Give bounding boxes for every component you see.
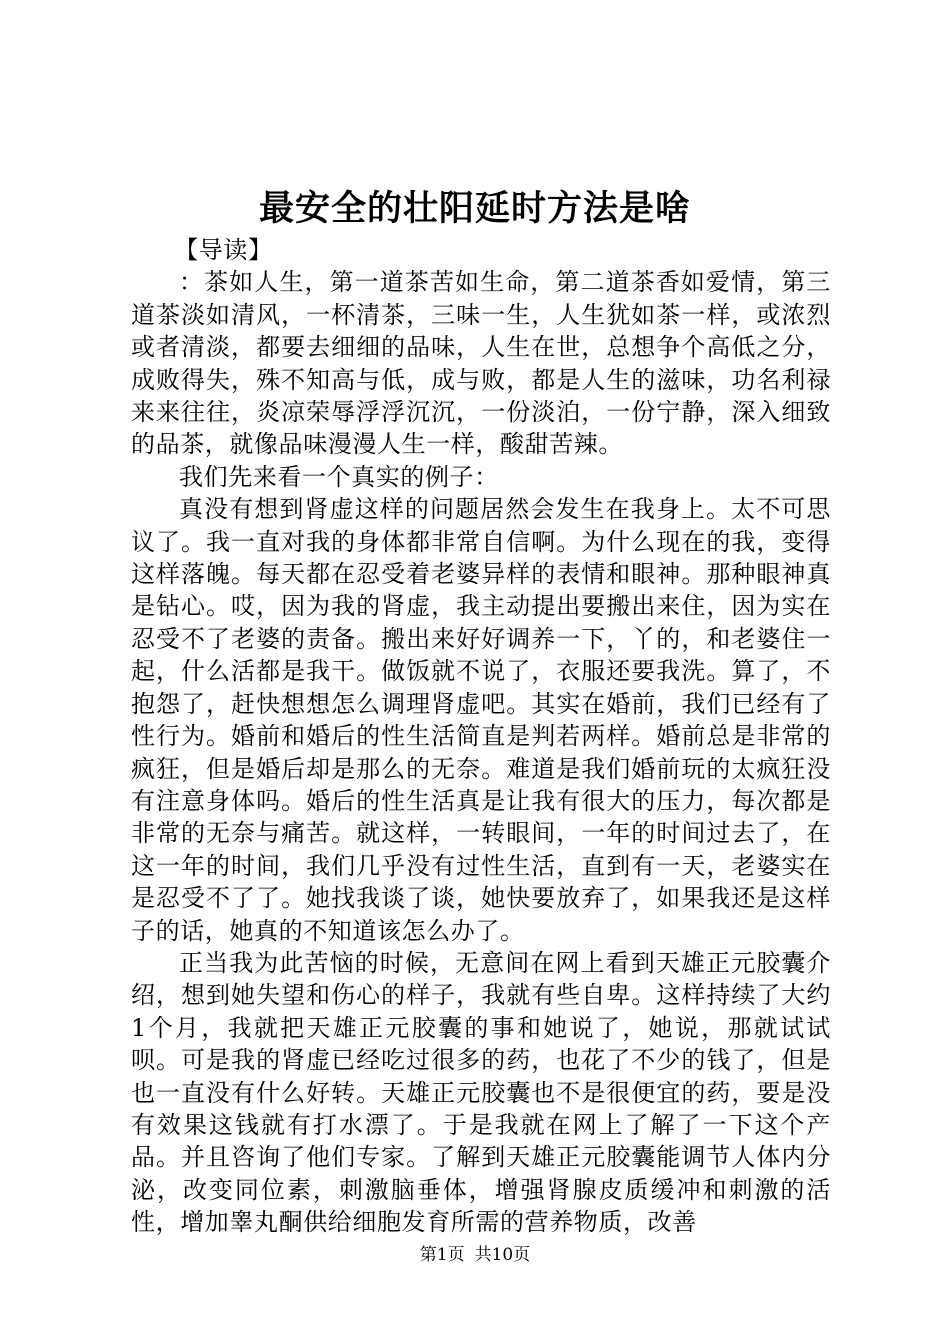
document-body	[131, 234, 831, 1239]
page-number-total: 共10页	[474, 1245, 531, 1265]
paragraph-intro: ：茶如人生，第一道茶苦如生命，第二道茶香如爱情，第三道茶淡如清风，一杯清茶，三味一生，人生犹如茶一样，或浓烈或者清淡，都要去细细的品味，人生在世，总想争个高低之分，成败得失，殊不知高与低，成与败，都是人生的滋味，功名利禄来来往往，炎凉荣辱浮浮沉沉，一份淡泊，一份宁静，深入细致的品茶，就像品味漫漫人生一样，酸甜苦辣。	[131, 268, 831, 459]
paragraph-product: 正当我为此苦恼的时候，无意间在网上看到天雄正元胶囊介绍，想到她失望和伤心的样子，我就有些自卑。这样持续了大约1个月，我就把天雄正元胶囊的事和她说了，她说，那就试试呗。可是我的肾虚已经吃过很多的药，也花了不少的钱了，但是也一直没有什么好转。天雄正元胶囊也不是很便宜的药，要是没有效果这钱就有打水漂了。于是我就在网上了解了一下这个产品。并且咨询了他们专家。了解到天雄正元胶囊能调节人体内分泌，改变同位素，刺激脑垂体，增强肾腺皮质缓冲和刺激的活性，增加睾丸酮供给细胞发育所需的营养物质，改善	[131, 948, 831, 1237]
paragraph-story: 真没有想到肾虚这样的问题居然会发生在我身上。太不可思议了。我一直对我的身体都非常自信啊。为什么现在的我，变得这样落魄。每天都在忍受着老婆异样的表情和眼神。那种眼神真是钻心。哎，因为我的肾虚，我主动提出要搬出来住，因为实在忍受不了老婆的责备。搬出来好好调养一下，丫的，和老婆住一起，什么活都是我干。做饭就不说了，衣服还要我洗。算了，不抱怨了，赶快想想怎么调理肾虚吧。其实在婚前，我们已经有了性行为。婚前和婚后的性生活简直是判若两样。婚前总是非常的疯狂，但是婚后却是那么的无奈。难道是我们婚前玩的太疯狂没有注意身体吗。婚后的性生活真是让我有很大的压力，每次都是非常的无奈与痛苦。就这样，一转眼间，一年的时间过去了，在这一年的时间，我们几乎没有过性生活，直到有一天，老婆实在是忍受不了了。她找我谈了谈，她快要放弃了，如果我还是这样子的话，她真的不知道该怎么办了。	[131, 495, 831, 945]
paragraph-example-lead: 我们先来看一个真实的例子：	[179, 462, 499, 491]
page-number-current: 第1页	[419, 1245, 465, 1265]
paragraph-intro-label: 【导读】	[174, 236, 273, 264]
document-title: 最安全的壮阳延时方法是啥	[258, 188, 691, 229]
page-footer	[0, 1243, 950, 1267]
